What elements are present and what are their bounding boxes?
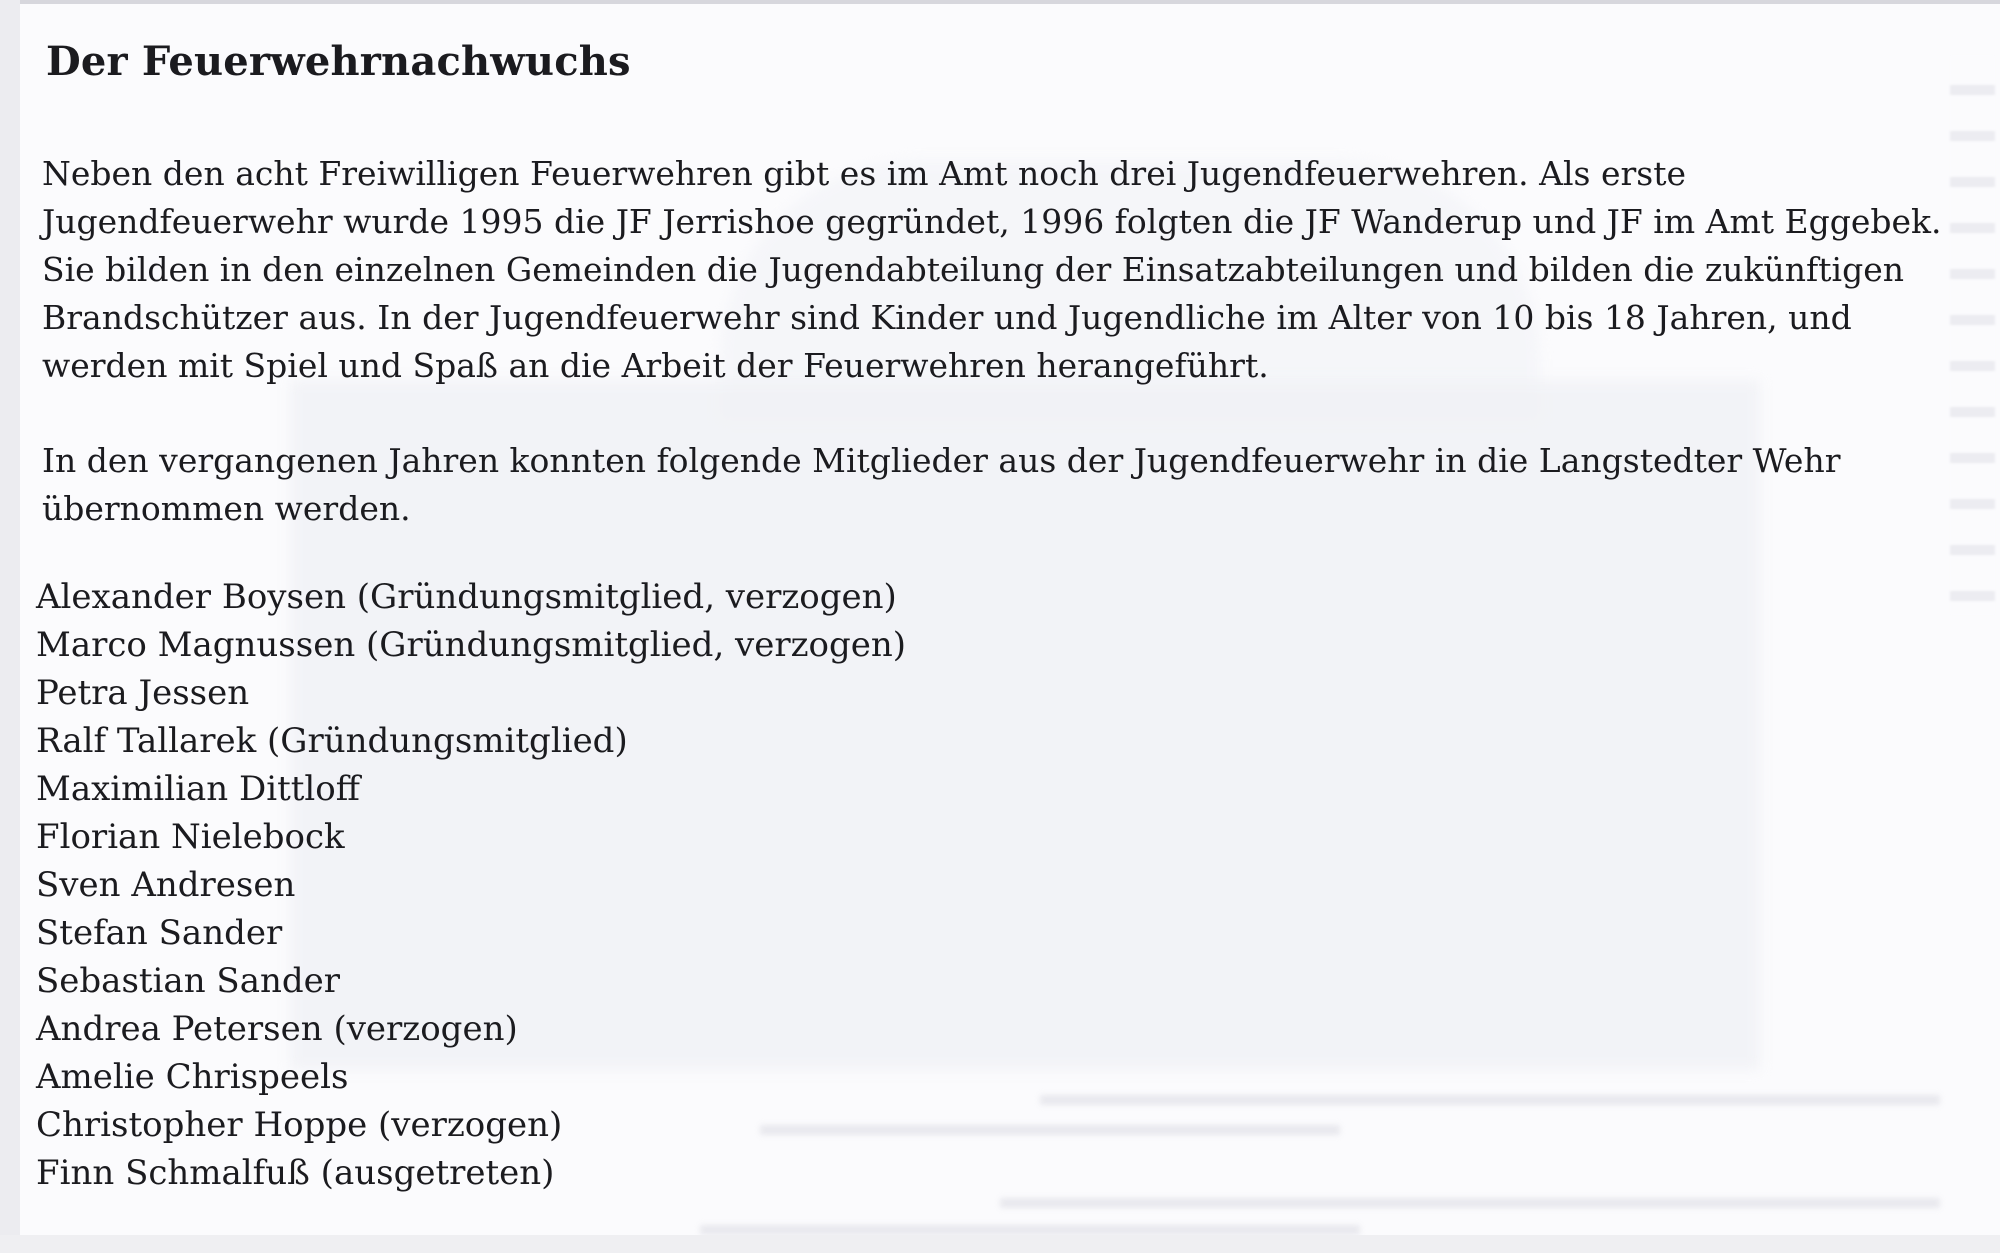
member-item: Christopher Hoppe (verzogen) <box>36 1105 563 1145</box>
member-item: Ralf Tallarek (Gründungsmitglied) <box>36 721 628 761</box>
member-item: Andrea Petersen (verzogen) <box>36 1009 518 1049</box>
member-item: Florian Nielebock <box>36 817 345 857</box>
member-item: Sven Andresen <box>36 865 296 905</box>
member-item: Finn Schmalfuß (ausgetreten) <box>36 1153 555 1193</box>
member-list <box>36 573 906 1197</box>
member-item: Sebastian Sander <box>36 961 341 1001</box>
intro-paragraph: Neben den acht Freiwilligen Feuerwehren gibt es im Amt noch drei Jugendfeuerwehren. Als erste Jugendfeuerwehr wurde 1995 die JF Jerrishoe gegründet, 1996 folgten die JF Wanderup und JF im Amt Eggebek. Sie bilden in den einzelnen Gemeinden die Jugendabteilung der Einsatzabteilungen und bilden die zukünftigen Brandschützer aus. In der Jugendfeuerwehr sind Kinder und Jugendliche im Alter von 10 bis 18 Jahren, und werden mit Spiel und Spaß an die Arbeit der Feuerwehren herangeführt. <box>42 154 1942 385</box>
member-item: Petra Jessen <box>36 673 250 713</box>
member-item: Amelie Chrispeels <box>36 1057 349 1097</box>
member-item: Alexander Boysen (Gründungsmitglied, verzogen) <box>36 577 897 617</box>
member-item: Maximilian Dittloff <box>36 769 360 809</box>
member-item: Stefan Sander <box>36 913 283 953</box>
page-title: Der Feuerwehrnachwuchs <box>46 38 631 85</box>
members-intro-paragraph: In den vergangenen Jahren konnten folgende Mitglieder aus der Jugendfeuerwehr in die Langstedter Wehr übernommen werden. <box>42 441 1841 528</box>
member-item: Marco Magnussen (Gründungsmitglied, verzogen) <box>36 625 907 665</box>
